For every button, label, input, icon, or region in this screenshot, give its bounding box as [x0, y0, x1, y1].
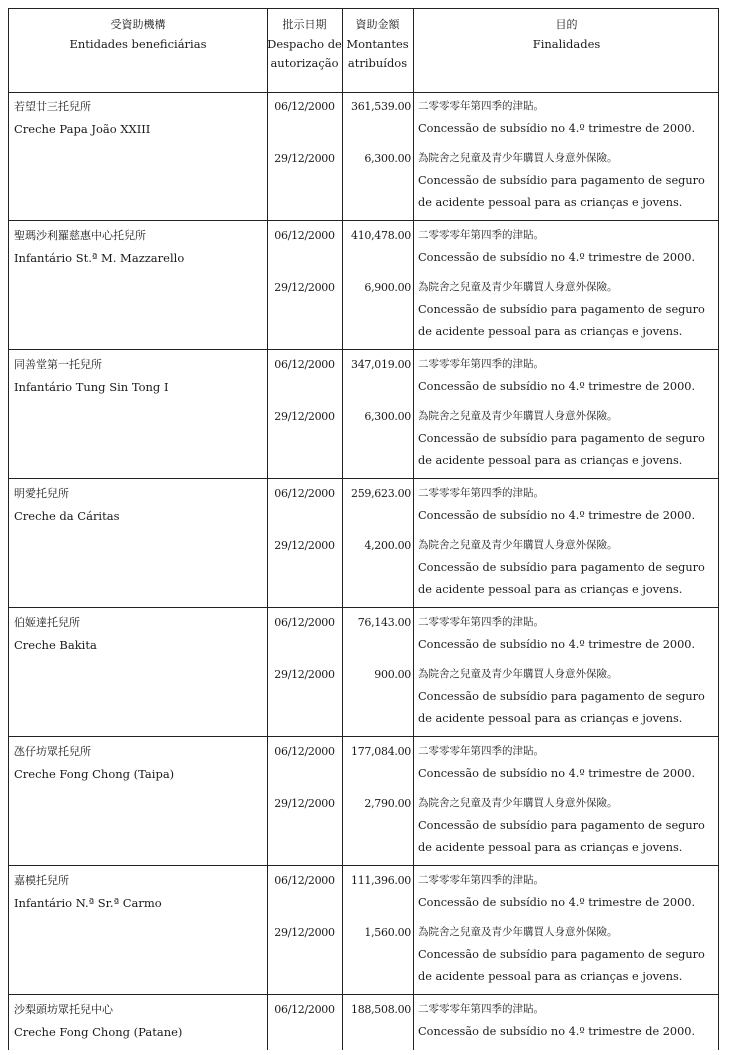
header-amounts [342, 9, 413, 74]
entry-purpose-zh: 為院舍之兒童及青少年購買人身意外保險。 [418, 668, 618, 680]
entry-purpose-zh: 二零零零年第四季的津貼。 [418, 874, 544, 886]
entry-date: 29/12/2000 [274, 668, 335, 681]
entity-name [14, 998, 264, 1044]
entry-purpose [418, 792, 718, 860]
entity-name-zh: 明愛托兒所 [14, 487, 69, 500]
entry-purpose [418, 405, 718, 473]
entry-date: 29/12/2000 [274, 152, 335, 165]
header-amounts-zh: 資助金額 [355, 18, 400, 31]
header-dispatch-zh: 批示日期 [282, 18, 327, 31]
entry-amount: 1,560.00 [364, 926, 411, 939]
entry-purpose-pt: Concessão de subsídio no 4.º trimestre de 2000. [418, 895, 696, 909]
entry-date: 06/12/2000 [274, 745, 335, 758]
entry-purpose [418, 482, 718, 527]
table-row [9, 479, 718, 608]
entity-name-pt: Creche Fong Chong (Patane) [14, 1025, 183, 1039]
entry-amount: 177,084.00 [351, 745, 411, 758]
entry-purpose-pt: Concessão de subsídio no 4.º trimestre de 2000. [418, 250, 696, 264]
entry-purpose-pt: Concessão de subsídio no 4.º trimestre de 2000. [418, 766, 696, 780]
entry-purpose-zh: 為院舍之兒童及青少年購買人身意外保險。 [418, 152, 618, 164]
header-amounts-pt1: Montantes [346, 36, 409, 51]
entry-date: 06/12/2000 [274, 358, 335, 371]
header-entities-pt: Entidades beneficiárias [69, 36, 207, 51]
entry-date: 29/12/2000 [274, 797, 335, 810]
entry-date: 06/12/2000 [274, 487, 335, 500]
entry-purpose-pt: Concessão de subsídio para pagamento de seguro de acidente pessoal para as crianças e jovens. [418, 302, 705, 338]
entity-name [14, 95, 264, 141]
entry-purpose [418, 611, 718, 656]
entry-purpose-pt: Concessão de subsídio para pagamento de seguro de acidente pessoal para as crianças e jovens. [418, 560, 705, 596]
table-row [9, 737, 718, 866]
entry-purpose-pt: Concessão de subsídio para pagamento de seguro de acidente pessoal para as crianças e jovens. [418, 689, 705, 725]
entry-purpose-pt: Concessão de subsídio no 4.º trimestre de 2000. [418, 379, 696, 393]
entry-purpose [418, 276, 718, 344]
entity-name [14, 611, 264, 657]
entry-amount: 361,539.00 [351, 100, 411, 113]
entry-purpose-pt: Concessão de subsídio para pagamento de seguro de acidente pessoal para as crianças e jovens. [418, 173, 705, 209]
entry-purpose [418, 534, 718, 602]
entity-name-pt: Infantário St.ª M. Mazzarello [14, 251, 185, 265]
entity-name-pt: Creche Papa João XXIII [14, 122, 151, 136]
entry-purpose [418, 224, 718, 269]
entry-date: 29/12/2000 [274, 410, 335, 423]
entry-amount: 259,623.00 [351, 487, 411, 500]
header-entities [9, 9, 267, 54]
table-row [9, 866, 718, 995]
entry-purpose-zh: 為院舍之兒童及青少年購買人身意外保險。 [418, 797, 618, 809]
entry-date: 06/12/2000 [274, 616, 335, 629]
entry-date: 29/12/2000 [274, 926, 335, 939]
entry-date: 06/12/2000 [274, 1003, 335, 1016]
entity-name [14, 869, 264, 915]
entry-purpose-zh: 二零零零年第四季的津貼。 [418, 745, 544, 757]
entry-purpose-zh: 二零零零年第四季的津貼。 [418, 487, 544, 499]
entity-name-zh: 伯姬達托兒所 [14, 616, 80, 629]
entity-name-zh: 氹仔坊眾托兒所 [14, 745, 91, 758]
entry-purpose-pt: Concessão de subsídio no 4.º trimestre de 2000. [418, 508, 696, 522]
entry-purpose-pt: Concessão de subsídio no 4.º trimestre de 2000. [418, 121, 696, 135]
entity-name-pt: Creche Fong Chong (Taipa) [14, 767, 175, 781]
entry-purpose-pt: Concessão de subsídio para pagamento de seguro de acidente pessoal para as crianças e jovens. [418, 818, 705, 854]
entity-name-zh: 聖瑪沙利羅慈惠中心托兒所 [14, 229, 146, 242]
entry-purpose-zh: 二零零零年第四季的津貼。 [418, 358, 544, 370]
entity-name-pt: Infantário Tung Sin Tong I [14, 380, 169, 394]
entry-amount: 111,396.00 [351, 874, 411, 887]
header-purposes [413, 9, 720, 54]
entry-purpose-pt: Concessão de subsídio no 4.º trimestre de 2000. [418, 1024, 696, 1038]
header-dispatch-pt1: Despacho de [267, 36, 342, 51]
entity-name-pt: Creche Bakita [14, 638, 97, 652]
entry-date: 06/12/2000 [274, 100, 335, 113]
entry-date: 29/12/2000 [274, 281, 335, 294]
entry-purpose-zh: 為院舍之兒童及青少年購買人身意外保險。 [418, 539, 618, 551]
header-purposes-zh: 目的 [555, 18, 578, 31]
entry-purpose [418, 869, 718, 914]
header-entities-zh: 受資助機構 [110, 18, 166, 31]
table-row [9, 221, 718, 350]
entity-name-zh: 沙梨頭坊眾托兒中心 [14, 1003, 113, 1016]
table-row [9, 608, 718, 737]
table-row [9, 995, 718, 1055]
entry-purpose [418, 663, 718, 731]
entry-amount: 4,200.00 [364, 539, 411, 552]
entry-purpose-zh: 為院舍之兒童及青少年購買人身意外保險。 [418, 410, 618, 422]
entry-amount: 2,790.00 [364, 797, 411, 810]
entry-purpose-zh: 二零零零年第四季的津貼。 [418, 100, 544, 112]
entry-purpose-zh: 為院舍之兒童及青少年購買人身意外保險。 [418, 281, 618, 293]
entry-amount: 900.00 [374, 668, 411, 681]
entry-purpose-zh: 二零零零年第四季的津貼。 [418, 229, 544, 241]
entity-name-pt: Infantário N.ª Sr.ª Carmo [14, 896, 162, 910]
entity-name-zh: 若望廿三托兒所 [14, 100, 91, 113]
entity-name [14, 740, 264, 786]
entry-purpose-pt: Concessão de subsídio para pagamento de seguro de acidente pessoal para as crianças e jovens. [418, 431, 705, 467]
entity-name-zh: 嘉模托兒所 [14, 874, 69, 887]
header-dispatch-pt2: autorização [270, 56, 339, 70]
entry-amount: 6,300.00 [364, 410, 411, 423]
entry-amount: 76,143.00 [357, 616, 411, 629]
entry-amount: 6,300.00 [364, 152, 411, 165]
entry-purpose [418, 95, 718, 140]
entity-name [14, 224, 264, 270]
header-purposes-pt: Finalidades [532, 36, 601, 51]
entry-purpose [418, 147, 718, 215]
entity-name-pt: Creche da Cáritas [14, 509, 120, 523]
entry-purpose-zh: 為院舍之兒童及青少年購買人身意外保險。 [418, 926, 618, 938]
entry-purpose-zh: 二零零零年第四季的津貼。 [418, 616, 544, 628]
entry-purpose [418, 353, 718, 398]
entry-purpose [418, 921, 718, 989]
table-row [9, 350, 718, 479]
subsidy-table [8, 8, 719, 1050]
entry-purpose-pt: Concessão de subsídio no 4.º trimestre de 2000. [418, 637, 696, 651]
table-row [9, 92, 718, 221]
entry-purpose-pt: Concessão de subsídio para pagamento de seguro de acidente pessoal para as crianças e jovens. [418, 947, 705, 983]
header-dispatch [267, 9, 342, 74]
entity-name-zh: 同善堂第一托兒所 [14, 358, 102, 371]
entry-amount: 6,900.00 [364, 281, 411, 294]
entry-date: 06/12/2000 [274, 229, 335, 242]
header-amounts-pt2: atribuídos [347, 56, 408, 70]
entity-name [14, 353, 264, 399]
entry-amount: 188,508.00 [351, 1003, 411, 1016]
entry-amount: 410,478.00 [351, 229, 411, 242]
entry-purpose [418, 740, 718, 785]
entry-amount: 347,019.00 [351, 358, 411, 371]
entry-purpose [418, 998, 718, 1043]
entry-date: 29/12/2000 [274, 539, 335, 552]
table-header [9, 9, 718, 93]
entry-date: 06/12/2000 [274, 874, 335, 887]
entry-purpose-zh: 二零零零年第四季的津貼。 [418, 1003, 544, 1015]
entity-name [14, 482, 264, 528]
